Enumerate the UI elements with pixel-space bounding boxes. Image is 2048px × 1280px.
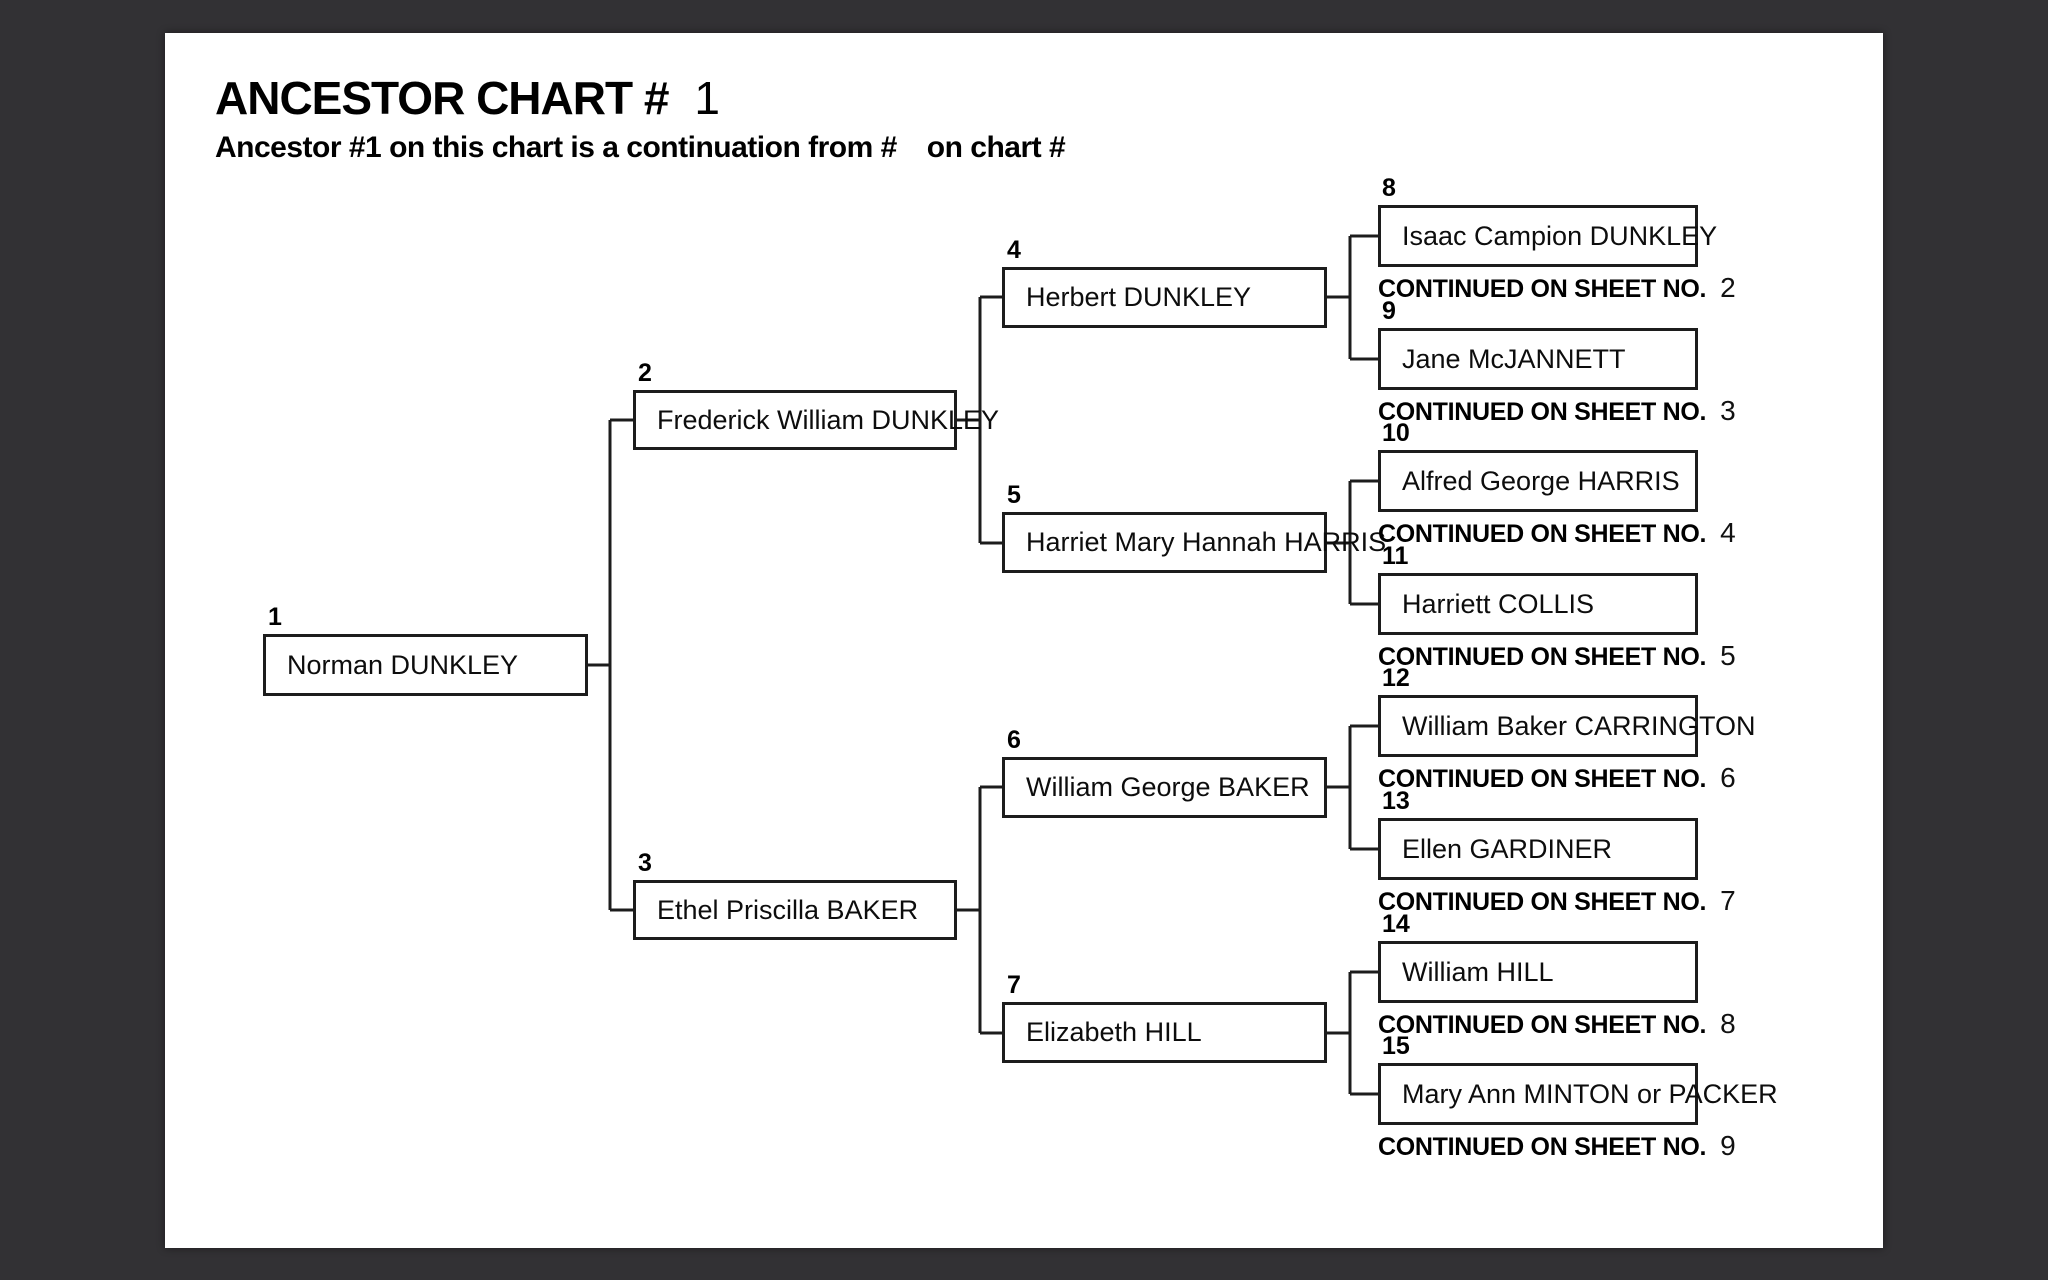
- person-number-10: 10: [1382, 419, 1410, 447]
- sheet-number-9: 3: [1720, 395, 1736, 426]
- person-number-8: 8: [1382, 174, 1396, 202]
- chart-number: 1: [694, 72, 721, 124]
- sheet-number-11: 5: [1720, 640, 1736, 671]
- person-name-4: Herbert DUNKLEY: [1026, 282, 1252, 312]
- person-name-11: Harriett COLLIS: [1402, 588, 1595, 619]
- continued-label-8: CONTINUED ON SHEET NO.: [1378, 275, 1707, 303]
- person-number-15: 15: [1382, 1032, 1410, 1060]
- subtitle-part2: on chart #: [926, 131, 1066, 164]
- person-box-9: [1378, 328, 1698, 390]
- person-name-8: Isaac Campion DUNKLEY: [1402, 220, 1718, 251]
- continued-note-13: [1378, 885, 1736, 917]
- continued-note-8: [1378, 272, 1736, 304]
- person-box-12: [1378, 695, 1756, 757]
- continued-label-15: CONTINUED ON SHEET NO.: [1378, 1133, 1707, 1161]
- continued-label-11: CONTINUED ON SHEET NO.: [1378, 643, 1707, 671]
- person-number-2: 2: [638, 359, 652, 387]
- person-box-2: [633, 390, 1000, 450]
- person-box-3: [633, 880, 957, 940]
- person-number-1: 1: [268, 603, 282, 631]
- person-name-13: Ellen GARDINER: [1402, 833, 1613, 864]
- person-name-5: Harriet Mary Hannah HARRIS: [1026, 527, 1387, 557]
- continued-label-10: CONTINUED ON SHEET NO.: [1378, 520, 1707, 548]
- continued-note-12: [1378, 762, 1736, 794]
- person-name-10: Alfred George HARRIS: [1402, 465, 1680, 496]
- person-number-14: 14: [1382, 910, 1410, 938]
- person-box-6: [1002, 757, 1327, 818]
- person-box-10: [1378, 450, 1698, 512]
- person-name-2: Frederick William DUNKLEY: [657, 404, 1000, 435]
- person-box-1: [263, 634, 588, 696]
- sheet-number-14: 8: [1720, 1008, 1736, 1039]
- person-name-7: Elizabeth HILL: [1026, 1017, 1202, 1047]
- connector-bracket-gen3-box6: [1327, 726, 1378, 849]
- person-box-4: [1002, 267, 1327, 328]
- connector-bracket-gen3-box4: [1327, 236, 1378, 359]
- person-number-5: 5: [1007, 481, 1021, 509]
- continued-label-13: CONTINUED ON SHEET NO.: [1378, 888, 1707, 916]
- person-box-13: [1378, 818, 1698, 880]
- person-name-14: William HILL: [1402, 956, 1554, 987]
- person-box-7: [1002, 1002, 1327, 1063]
- connector-bracket-gen3-box7: [1327, 972, 1378, 1094]
- continued-note-9: [1378, 395, 1736, 427]
- sheet-number-10: 4: [1720, 517, 1736, 548]
- person-name-6: William George BAKER: [1026, 772, 1310, 802]
- person-name-9: Jane McJANNETT: [1402, 343, 1626, 374]
- person-name-3: Ethel Priscilla BAKER: [657, 894, 919, 925]
- person-box-5: [1002, 512, 1387, 573]
- continued-note-10: [1378, 517, 1736, 549]
- continued-note-15: [1378, 1130, 1736, 1162]
- connector-bracket-gen2-mother: [957, 787, 1002, 1033]
- person-number-12: 12: [1382, 664, 1410, 692]
- person-box-8: [1378, 205, 1718, 267]
- person-number-7: 7: [1007, 971, 1021, 999]
- continued-label-9: CONTINUED ON SHEET NO.: [1378, 398, 1707, 426]
- sheet-number-15: 9: [1720, 1130, 1736, 1161]
- document-page: [165, 33, 1883, 1248]
- person-number-6: 6: [1007, 726, 1021, 754]
- person-number-9: 9: [1382, 297, 1396, 325]
- sheet-number-13: 7: [1720, 885, 1736, 916]
- person-number-3: 3: [638, 849, 652, 877]
- sheet-number-12: 6: [1720, 762, 1736, 793]
- continued-note-11: [1378, 640, 1736, 672]
- continued-note-14: [1378, 1008, 1736, 1040]
- person-box-11: [1378, 573, 1698, 635]
- continued-label-12: CONTINUED ON SHEET NO.: [1378, 765, 1707, 793]
- page-title-text: ANCESTOR CHART #: [215, 72, 669, 124]
- person-box-15: [1378, 1063, 1778, 1125]
- person-name-12: William Baker CARRINGTON: [1402, 710, 1756, 741]
- person-box-14: [1378, 941, 1698, 1003]
- person-number-13: 13: [1382, 787, 1410, 815]
- person-number-4: 4: [1007, 236, 1021, 264]
- continued-label-14: CONTINUED ON SHEET NO.: [1378, 1011, 1707, 1039]
- subtitle-part1: Ancestor #1 on this chart is a continuation from #: [215, 131, 897, 164]
- sheet-number-8: 2: [1720, 272, 1736, 303]
- person-name-1: Norman DUNKLEY: [287, 649, 519, 680]
- person-number-11: 11: [1382, 542, 1409, 570]
- person-name-15: Mary Ann MINTON or PACKER: [1402, 1078, 1778, 1109]
- connector-bracket-gen1: [588, 420, 633, 910]
